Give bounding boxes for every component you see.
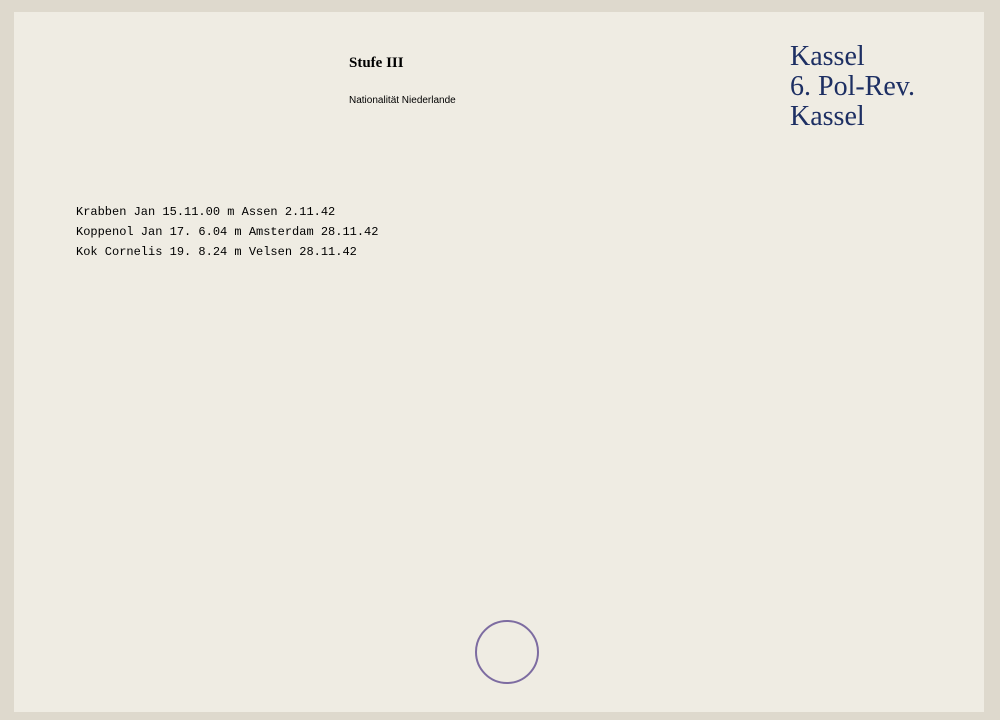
nationality-label: Nationalität Niederlande — [349, 95, 456, 106]
table-body — [76, 205, 932, 266]
official-stamp — [475, 620, 539, 684]
table-row: Kok Cornelis 19. 8.24 m Velsen 28.11.42 — [76, 245, 357, 260]
table-row: Krabben Jan 15.11.00 m Assen 2.11.42 — [76, 205, 336, 219]
table-row: Koppenol Jan 17. 6.04 m Amsterdam 28.11.42 — [76, 225, 379, 240]
document-title: Stufe III — [349, 55, 404, 71]
handwriting: Kassel 6. Pol-Rev. Kassel — [790, 41, 915, 132]
